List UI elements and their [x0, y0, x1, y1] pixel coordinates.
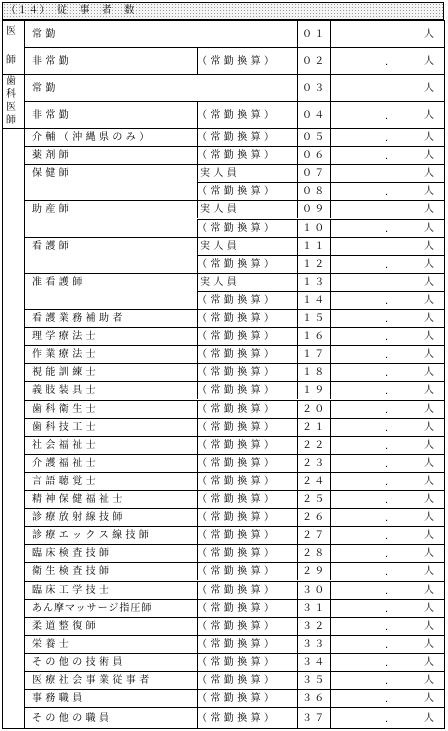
number-column-divider [297, 273, 298, 291]
number-column-divider [297, 617, 298, 635]
value-column-divider [330, 526, 331, 544]
row-divider [24, 599, 444, 600]
row-label: 理学療法士 [32, 331, 99, 343]
decimal-point: . [385, 513, 389, 525]
value-column-divider [330, 164, 331, 182]
row-number: １２ [302, 258, 327, 270]
row-label: 助産師 [32, 204, 73, 216]
value-column-divider [330, 707, 331, 729]
unit-label: 人 [424, 494, 434, 506]
conversion-label: （常勤換算） [197, 150, 278, 162]
decimal-point: . [385, 314, 389, 326]
number-column-divider [297, 653, 298, 671]
conversion-label: （常勤換算） [197, 566, 278, 578]
decimal-point: . [385, 639, 389, 651]
row-divider [24, 671, 444, 672]
row-label: 臨床工学技士 [32, 584, 113, 596]
number-column-divider [297, 345, 298, 363]
value-column-divider [330, 363, 331, 381]
decimal-point: . [385, 56, 389, 68]
row-label: あん摩マッサージ指圧師 [32, 602, 153, 614]
row-number: ２６ [302, 512, 327, 524]
decimal-point: . [385, 440, 389, 452]
row-divider [24, 309, 444, 310]
row-label: 義肢装具士 [32, 385, 99, 397]
number-column-divider [297, 544, 298, 562]
conversion-label: （常勤換算） [197, 421, 278, 433]
decimal-point: . [385, 386, 389, 398]
unit-label: 人 [424, 186, 434, 198]
value-column-divider [330, 74, 331, 101]
decimal-point: . [385, 676, 389, 688]
headcount-label: 実人員 [200, 168, 241, 180]
row-divider [24, 345, 444, 346]
unit-label: 人 [424, 150, 434, 162]
conversion-label: （常勤換算） [197, 222, 278, 234]
row-number: ２９ [302, 566, 327, 578]
unit-label: 人 [424, 367, 434, 379]
row-divider [24, 490, 444, 491]
value-column-divider [330, 20, 331, 47]
decimal-point: . [385, 133, 389, 145]
row-number: １５ [302, 313, 327, 325]
value-column-divider [330, 327, 331, 345]
label-indent-divider [24, 128, 25, 729]
unit-label: 人 [424, 693, 434, 705]
unit-label: 人 [424, 457, 434, 469]
row-number: １３ [302, 276, 327, 288]
number-column-divider [297, 47, 298, 74]
row-divider [24, 653, 444, 654]
row-number: １４ [302, 294, 327, 306]
row-divider [197, 182, 444, 183]
decimal-point: . [385, 187, 389, 199]
row-divider [24, 164, 444, 165]
value-column-divider [330, 653, 331, 671]
row-number: ０９ [302, 204, 327, 216]
number-column-divider [297, 363, 298, 381]
row-number: ０７ [302, 168, 327, 180]
unit-label: 人 [424, 204, 434, 216]
number-column-divider [297, 562, 298, 580]
number-column-divider [297, 309, 298, 327]
conversion-label: （常勤換算） [197, 475, 278, 487]
row-divider [24, 237, 444, 238]
section-title: （１４） 従 事 者 数 [6, 5, 136, 16]
row-label: 常勤 [32, 82, 59, 94]
value-column-divider [330, 400, 331, 418]
conversion-label: （常勤換算） [197, 530, 278, 542]
value-column-divider [330, 146, 331, 164]
sub-column-divider [197, 200, 198, 218]
section-header [2, 2, 444, 20]
conversion-label: （常勤換算） [197, 294, 278, 306]
row-divider [24, 581, 444, 582]
conversion-label: （常勤換算） [197, 548, 278, 560]
value-column-divider [330, 454, 331, 472]
conversion-label: （常勤換算） [197, 638, 278, 650]
value-column-divider [330, 219, 331, 237]
row-label: 歯科衛生士 [32, 403, 99, 415]
number-column-divider [297, 418, 298, 436]
value-column-divider [330, 418, 331, 436]
value-column-divider [330, 490, 331, 508]
row-label: 准看護師 [32, 276, 86, 288]
number-column-divider [297, 526, 298, 544]
row-divider [24, 146, 444, 147]
value-column-divider [330, 635, 331, 653]
conversion-label: （常勤換算） [197, 457, 278, 469]
conversion-label: （常勤換算） [197, 385, 278, 397]
number-column-divider [297, 400, 298, 418]
unit-label: 人 [424, 656, 434, 668]
dentist-label-char: 師 [6, 115, 16, 126]
value-column-divider [330, 128, 331, 146]
value-column-divider [330, 291, 331, 309]
unit-label: 人 [424, 82, 434, 94]
row-divider [24, 635, 444, 636]
number-column-divider [297, 74, 298, 101]
row-number: ０８ [302, 186, 327, 198]
row-label: 看護業務補助者 [32, 313, 126, 325]
row-divider [24, 562, 444, 563]
dentist-label-char: 歯 [6, 76, 16, 87]
row-label: 言語聴覚士 [32, 475, 99, 487]
sub-column-divider [197, 164, 198, 182]
row-label: 常勤 [32, 28, 59, 40]
unit-label: 人 [424, 530, 434, 542]
unit-label: 人 [424, 258, 434, 270]
value-column-divider [330, 101, 331, 128]
row-number: ０３ [302, 82, 327, 94]
decimal-point: . [385, 531, 389, 543]
number-column-divider [297, 200, 298, 218]
number-column-divider [297, 255, 298, 273]
number-column-divider [297, 472, 298, 490]
number-column-divider [297, 581, 298, 599]
decimal-point: . [385, 567, 389, 579]
conversion-label: （常勤換算） [197, 403, 278, 415]
decimal-point: . [385, 476, 389, 488]
headcount-label: 実人員 [200, 240, 241, 252]
value-column-divider [330, 671, 331, 689]
headcount-label: 実人員 [200, 276, 241, 288]
value-column-divider [330, 47, 331, 74]
number-column-divider [297, 219, 298, 237]
number-column-divider [297, 707, 298, 729]
doctor-label-top: 医 [6, 26, 16, 37]
row-label: 医療社会事業従事者 [32, 675, 153, 687]
conversion-label: （常勤換算） [197, 713, 278, 725]
unit-label: 人 [424, 331, 434, 343]
conversion-label: （常勤換算） [197, 331, 278, 343]
unit-label: 人 [424, 475, 434, 487]
unit-label: 人 [424, 168, 434, 180]
row-number: ０５ [302, 132, 327, 144]
row-number: ３２ [302, 620, 327, 632]
value-column-divider [330, 544, 331, 562]
conversion-label: （常勤換算） [197, 258, 278, 270]
number-column-divider [297, 20, 298, 47]
row-label: 介輔（沖縄県のみ） [32, 132, 153, 144]
conversion-label: （常勤換算） [197, 584, 278, 596]
number-column-divider [297, 436, 298, 454]
decimal-point: . [385, 603, 389, 615]
number-column-divider [297, 146, 298, 164]
value-column-divider [330, 237, 331, 255]
value-column-divider [330, 581, 331, 599]
row-divider [24, 200, 444, 201]
value-column-divider [330, 562, 331, 580]
conversion-label: （常勤換算） [197, 693, 278, 705]
unit-label: 人 [424, 675, 434, 687]
number-column-divider [297, 635, 298, 653]
row-divider [24, 400, 444, 401]
unit-label: 人 [424, 132, 434, 144]
side-section-divider [2, 74, 24, 75]
unit-label: 人 [424, 109, 434, 121]
number-column-divider [297, 128, 298, 146]
row-number: １９ [302, 385, 327, 397]
unit-label: 人 [424, 403, 434, 415]
row-divider [24, 617, 444, 618]
unit-label: 人 [424, 240, 434, 252]
value-column-divider [330, 200, 331, 218]
row-divider [24, 327, 444, 328]
conversion-label: （常勤換算） [197, 367, 278, 379]
row-label: 非常勤 [32, 109, 73, 121]
row-label: 作業療法士 [32, 349, 99, 361]
conversion-label: （常勤換算） [197, 620, 278, 632]
row-label: 介護福祉士 [32, 457, 99, 469]
value-column-divider [330, 182, 331, 200]
row-number: ２８ [302, 548, 327, 560]
number-column-divider [297, 508, 298, 526]
unit-label: 人 [424, 222, 434, 234]
dentist-label-char: 医 [6, 102, 16, 113]
unit-label: 人 [424, 421, 434, 433]
value-column-divider [330, 599, 331, 617]
decimal-point: . [385, 657, 389, 669]
row-label: 保健師 [32, 168, 73, 180]
unit-label: 人 [424, 638, 434, 650]
decimal-point: . [385, 694, 389, 706]
unit-label: 人 [424, 276, 434, 288]
number-column-divider [297, 671, 298, 689]
row-divider [24, 436, 444, 437]
number-column-divider [297, 101, 298, 128]
number-column-divider [297, 237, 298, 255]
row-divider [197, 219, 444, 220]
unit-label: 人 [424, 28, 434, 40]
row-number: ０１ [302, 28, 327, 40]
conversion-label: （常勤換算） [197, 675, 278, 687]
decimal-point: . [385, 350, 389, 362]
row-number: ３３ [302, 638, 327, 650]
decimal-point: . [385, 714, 389, 726]
unit-label: 人 [424, 55, 434, 67]
row-label: 薬剤師 [32, 150, 73, 162]
row-label: 栄養士 [32, 638, 73, 650]
value-column-divider [330, 273, 331, 291]
unit-label: 人 [424, 439, 434, 451]
unit-label: 人 [424, 548, 434, 560]
decimal-point: . [385, 549, 389, 561]
row-divider [24, 273, 444, 274]
conversion-label: （常勤換算） [197, 349, 278, 361]
row-number: ０６ [302, 150, 327, 162]
row-divider [24, 418, 444, 419]
row-number: ２２ [302, 439, 327, 451]
row-divider [24, 472, 444, 473]
conversion-label: （常勤換算） [197, 109, 278, 121]
row-label: その他の職員 [32, 713, 113, 725]
conversion-label: （常勤換算） [197, 494, 278, 506]
decimal-point: . [385, 621, 389, 633]
row-label: 事務職員 [32, 693, 86, 705]
row-number: ３６ [302, 693, 327, 705]
row-label: 診療放射線技師 [32, 512, 126, 524]
row-label: 視能訓練士 [32, 367, 99, 379]
row-divider [197, 291, 444, 292]
row-divider [24, 74, 444, 75]
row-number: １８ [302, 367, 327, 379]
value-column-divider [330, 345, 331, 363]
row-number: ２７ [302, 530, 327, 542]
row-number: ３４ [302, 656, 327, 668]
conversion-label: （常勤換算） [197, 55, 278, 67]
row-divider [24, 707, 444, 708]
row-divider [2, 128, 444, 129]
number-column-divider [297, 599, 298, 617]
conversion-label: （常勤換算） [197, 132, 278, 144]
decimal-point: . [385, 110, 389, 122]
value-column-divider [330, 472, 331, 490]
decimal-point: . [385, 259, 389, 271]
unit-label: 人 [424, 713, 434, 725]
doctor-label-bottom: 師 [6, 55, 16, 66]
conversion-label: （常勤換算） [197, 656, 278, 668]
number-column-divider [297, 182, 298, 200]
sub-column-divider [197, 237, 198, 255]
sub-column-divider [197, 273, 198, 291]
row-number: ０４ [302, 109, 327, 121]
decimal-point: . [385, 495, 389, 507]
decimal-point: . [385, 223, 389, 235]
unit-label: 人 [424, 620, 434, 632]
decimal-point: . [385, 332, 389, 344]
number-column-divider [297, 291, 298, 309]
decimal-point: . [385, 368, 389, 380]
row-divider [24, 508, 444, 509]
row-label: 歯科技工士 [32, 421, 99, 433]
conversion-label: （常勤換算） [197, 439, 278, 451]
number-column-divider [297, 327, 298, 345]
row-label: 診療エックス線技師 [32, 530, 153, 542]
row-label: 衛生検査技師 [32, 566, 113, 578]
row-divider [197, 255, 444, 256]
row-number: ３０ [302, 584, 327, 596]
unit-label: 人 [424, 512, 434, 524]
row-divider [24, 47, 444, 48]
unit-label: 人 [424, 349, 434, 361]
unit-label: 人 [424, 313, 434, 325]
row-label: 柔道整復師 [32, 620, 99, 632]
number-column-divider [297, 164, 298, 182]
row-number: ２０ [302, 403, 327, 415]
row-number: １６ [302, 331, 327, 343]
conversion-label: （常勤換算） [197, 512, 278, 524]
value-column-divider [330, 689, 331, 707]
headcount-label: 実人員 [200, 204, 241, 216]
row-number: ３１ [302, 602, 327, 614]
number-column-divider [297, 454, 298, 472]
decimal-point: . [385, 295, 389, 307]
row-number: １１ [302, 240, 327, 252]
row-number: １０ [302, 222, 327, 234]
row-label: 非常勤 [32, 55, 73, 67]
row-divider [24, 363, 444, 364]
row-label: 精神保健福祉士 [32, 494, 126, 506]
value-column-divider [330, 381, 331, 399]
unit-label: 人 [424, 602, 434, 614]
row-number: ２５ [302, 494, 327, 506]
row-divider [24, 544, 444, 545]
row-number: １７ [302, 349, 327, 361]
unit-label: 人 [424, 566, 434, 578]
row-divider [24, 526, 444, 527]
row-number: ２４ [302, 475, 327, 487]
decimal-point: . [385, 151, 389, 163]
value-column-divider [330, 436, 331, 454]
decimal-point: . [385, 404, 389, 416]
row-number: ３７ [302, 713, 327, 725]
row-label: 看護師 [32, 240, 73, 252]
unit-label: 人 [424, 294, 434, 306]
decimal-point: . [385, 585, 389, 597]
row-number: ２１ [302, 421, 327, 433]
conversion-label: （常勤換算） [197, 313, 278, 325]
dentist-label-char: 科 [6, 89, 16, 100]
value-column-divider [330, 309, 331, 327]
decimal-point: . [385, 458, 389, 470]
row-label: その他の技術員 [32, 656, 126, 668]
number-column-divider [297, 381, 298, 399]
row-divider [24, 454, 444, 455]
number-column-divider [297, 689, 298, 707]
unit-label: 人 [424, 385, 434, 397]
decimal-point: . [385, 422, 389, 434]
row-label: 臨床検査技師 [32, 548, 113, 560]
row-number: ０２ [302, 55, 327, 67]
value-column-divider [330, 255, 331, 273]
row-divider [24, 101, 444, 102]
conversion-label: （常勤換算） [197, 186, 278, 198]
unit-label: 人 [424, 584, 434, 596]
row-divider [24, 689, 444, 690]
row-label: 社会福祉士 [32, 439, 99, 451]
value-column-divider [330, 508, 331, 526]
row-number: ３５ [302, 675, 327, 687]
number-column-divider [297, 490, 298, 508]
conversion-label: （常勤換算） [197, 602, 278, 614]
value-column-divider [330, 617, 331, 635]
row-divider [24, 381, 444, 382]
row-number: ２３ [302, 457, 327, 469]
